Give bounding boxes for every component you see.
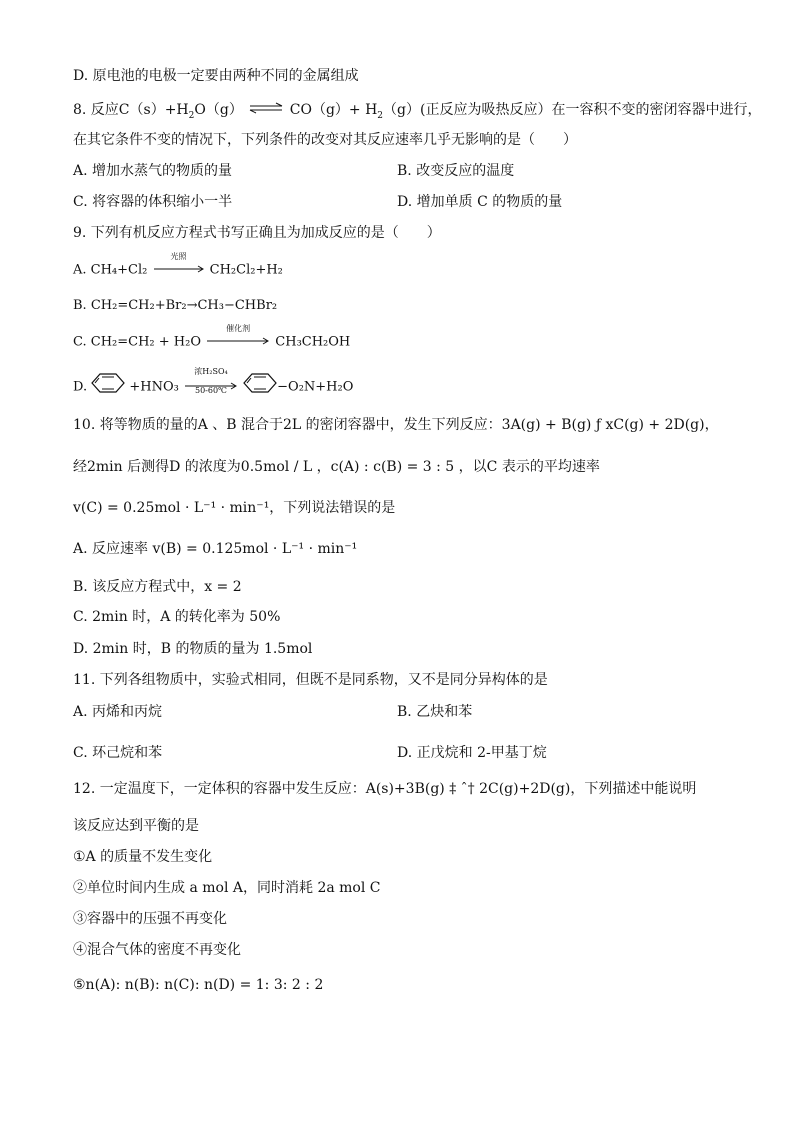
question-11-option-b: B. 乙炔和苯	[397, 704, 473, 720]
question-9-option-b: B. CH₂=CH₂+Br₂→CH₃−CHBr₂	[73, 298, 278, 313]
question-10-stem-line3: v(C) = 0.25mol · L⁻¹ · min⁻¹，下列说法错误的是	[73, 500, 396, 516]
question-10-option-a: A. 反应速率 v(B) = 0.125mol · L⁻¹ · min⁻¹	[73, 541, 358, 557]
question-8-stem-line2: 在其它条件不变的情况下，下列条件的改变对其反应速率几乎无影响的是（ ）	[73, 132, 577, 148]
question-12-item-2: ②单位时间内生成 a mol A，同时消耗 2a mol C	[73, 880, 381, 896]
question-12-item-3: ③容器中的压强不再变化	[73, 911, 227, 927]
question-8-option-b: B. 改变反应的温度	[397, 163, 515, 179]
question-9-option-a: A. CH₄+Cl₂ 光照 CH₂Cl₂+H₂	[73, 252, 283, 278]
question-10-option-c: C. 2min 时，A 的转化率为 50%	[73, 609, 281, 625]
question-8-option-c: C. 将容器的体积缩小一半	[73, 194, 233, 210]
reaction-arrow-icon: 浓H₂SO₄ 50-60℃	[185, 376, 237, 398]
question-9-stem: 9. 下列有机反应方程式书写正确且为加成反应的是（ ）	[73, 225, 441, 241]
question-11-option-a: A. 丙烯和丙烷	[73, 704, 163, 720]
question-10-option-b: B. 该反应方程式中，x = 2	[73, 579, 242, 595]
question-10-stem: 10. 将等物质的量的A 、B 混合于2L 的密闭容器中，发生下列反应：3A(g) + B(g) ƒ xC(g) + 2D(g)，	[73, 417, 719, 433]
question-11-option-c: C. 环己烷和苯	[73, 745, 163, 761]
question-9-option-d: D. +HNO₃ 浓H₂SO₄ 50-60℃ −O₂N+H₂O	[73, 373, 353, 401]
question-12-item-4: ④混合气体的密度不再变化	[73, 942, 241, 958]
question-8-stem: 8. 反应$C(s)+H_2O(g)$ $CO(g)+ H_2(g)$(正反应为吸热反应）在一容积不变的密闭容器中进行，	[73, 102, 762, 121]
reaction-arrow-icon: 催化剂	[207, 333, 269, 351]
question-12-stem-line2: 该反应达到平衡的是	[73, 818, 199, 834]
equilibrium-arrow-icon	[249, 101, 283, 119]
benzene-ring-icon	[91, 373, 125, 401]
question-12-stem: 12. 一定温度下，一定体积的容器中发生反应：A(s)+3B(g) ‡ ˆ† 2C(g)+2D(g)，下列描述中能说明	[73, 781, 697, 797]
benzene-ring-icon	[243, 373, 277, 401]
question-12-item-5: ⑤n(A): n(B): n(C): n(D) = 1: 3: 2 : 2	[73, 977, 324, 993]
question-8-option-a: A. 增加水蒸气的物质的量	[73, 163, 233, 179]
question-10-option-d: D. 2min 时，B 的物质的量为 1.5mol	[73, 641, 313, 657]
question-10-stem-line2: 经2min 后测得D 的浓度为0.5mol / L ，c(A) : c(B) = 3 : 5 ，以C 表示的平均速率	[73, 459, 600, 475]
question-8-option-d: D. 增加单质 C 的物质的量	[397, 194, 563, 210]
question-9-option-c: C. CH₂=CH₂ + H₂O 催化剂 CH₃CH₂OH	[73, 324, 351, 350]
question-12-item-1: ①A 的质量不发生变化	[73, 849, 213, 865]
question-7-option-d: D. 原电池的电极一定要由两种不同的金属组成	[73, 68, 359, 84]
reaction-arrow-icon: 光照	[154, 261, 204, 279]
question-11-stem: 11. 下列各组物质中，实验式相同，但既不是同系物，又不是同分异构体的是	[73, 672, 548, 688]
question-11-option-d: D. 正戊烷和 2-甲基丁烷	[397, 745, 547, 761]
